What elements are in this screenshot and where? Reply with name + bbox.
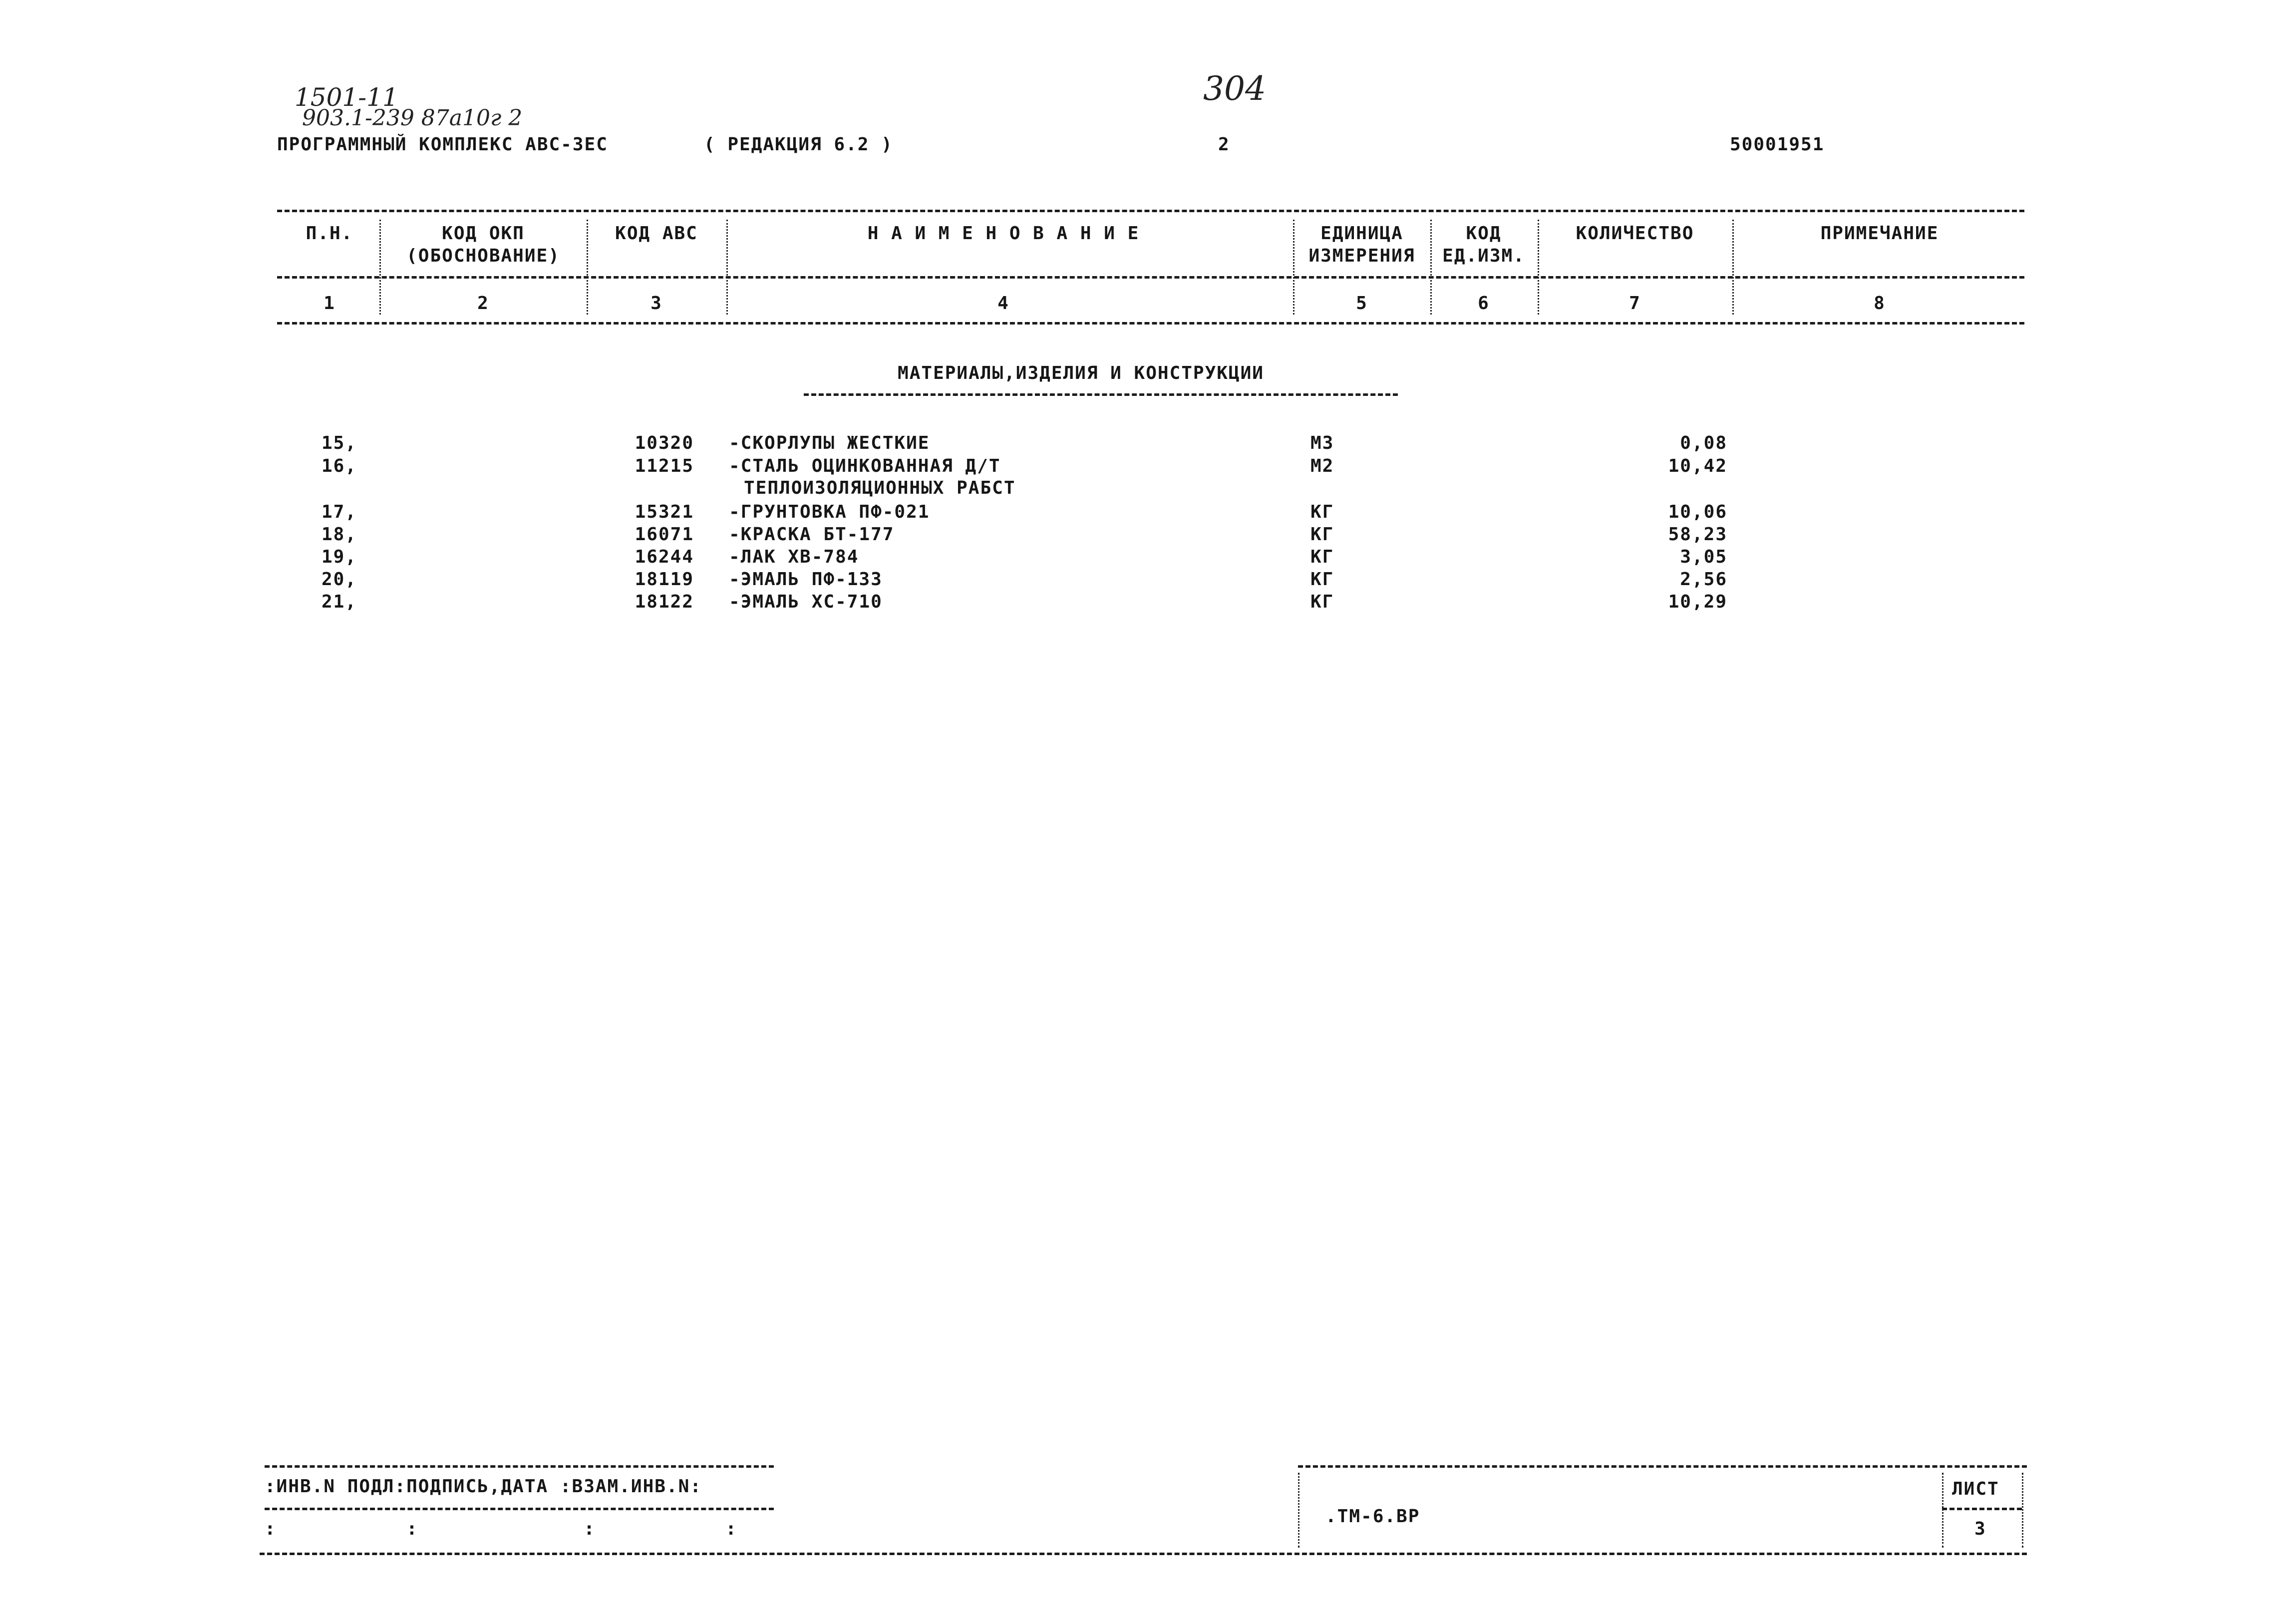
column-number: 8 — [1874, 293, 1886, 314]
column-number: 4 — [997, 293, 1009, 314]
row-abc-code: 16071 — [635, 524, 694, 545]
row-abc-code: 16244 — [635, 547, 694, 567]
row-abc-code: 18119 — [635, 569, 694, 590]
frame-right-divider — [1942, 1473, 1944, 1548]
row-number: 15, — [321, 433, 357, 453]
row-number: 16, — [321, 456, 357, 476]
stamp-middle-rule — [265, 1508, 774, 1510]
column-header-unit-code-sub: ЕД.ИЗМ. — [1442, 246, 1525, 266]
sheet-index: 2 — [1218, 134, 1230, 155]
program-name: ПРОГРАММНЫЙ КОМПЛЕКС АВС-3ЕС — [277, 134, 608, 155]
row-quantity: 10,06 — [1668, 502, 1727, 522]
row-quantity: 10,29 — [1668, 592, 1727, 612]
row-name: -СКОРЛУПЫ ЖЕСТКИЕ — [729, 433, 930, 453]
sheet-label: ЛИСТ — [1952, 1479, 1999, 1499]
handwritten-note-2: 903.1-239 87а10г 2 — [302, 105, 523, 131]
frame-right-border — [2022, 1473, 2023, 1548]
row-name: -ГРУНТОВКА ПФ-021 — [729, 502, 930, 522]
header-bottom-rule — [277, 276, 2024, 279]
frame-top-rule — [1298, 1465, 2027, 1468]
row-name-continued: ТЕПЛОИЗОЛЯЦИОННЫХ РАБСТ — [744, 478, 1016, 498]
row-number: 21, — [321, 592, 357, 612]
row-quantity: 58,23 — [1668, 524, 1727, 545]
row-quantity: 0,08 — [1680, 433, 1727, 453]
column-header-okp: КОД ОКП — [442, 223, 525, 244]
row-unit: КГ — [1310, 524, 1334, 545]
row-quantity: 10,42 — [1668, 456, 1727, 476]
frame-left-border — [1298, 1473, 1299, 1548]
stamp-top-rule — [265, 1465, 774, 1468]
row-abc-code: 11215 — [635, 456, 694, 476]
column-number: 1 — [324, 293, 335, 314]
row-name: -ЭМАЛЬ ХС-710 — [729, 592, 883, 612]
page-bottom-rule — [260, 1553, 2027, 1555]
column-divider — [1430, 220, 1432, 315]
column-header-unit: ЕДИНИЦА — [1320, 223, 1403, 244]
document-code: .ТМ-6.ВР — [1325, 1506, 1420, 1527]
row-quantity: 2,56 — [1680, 569, 1727, 590]
column-header-quantity: КОЛИЧЕСТВО — [1576, 223, 1694, 244]
column-divider — [379, 220, 381, 315]
handwritten-page-number: 304 — [1203, 69, 1266, 108]
column-divider — [726, 220, 728, 315]
edition-label: ( РЕДАКЦИЯ 6.2 ) — [704, 134, 893, 155]
row-unit: М3 — [1310, 433, 1334, 453]
column-number: 6 — [1478, 293, 1490, 314]
handwritten-note-1: 1501-11 — [295, 83, 398, 112]
column-header-name: Н А И М Е Н О В А Н И Е — [867, 223, 1140, 244]
column-header-pn: П.Н. — [306, 223, 353, 244]
section-title-underline — [804, 393, 1398, 396]
stamp-row: : : : : — [265, 1519, 737, 1539]
sheet-number: 3 — [1974, 1519, 1986, 1539]
row-abc-code: 15321 — [635, 502, 694, 522]
column-header-abc: КОД АВС — [615, 223, 698, 244]
row-number: 20, — [321, 569, 357, 590]
column-header-unit-sub: ИЗМЕРЕНИЯ — [1308, 246, 1415, 266]
row-name: -КРАСКА БТ-177 — [729, 524, 895, 545]
column-divider — [587, 220, 588, 315]
row-number: 19, — [321, 547, 357, 567]
column-number: 3 — [650, 293, 662, 314]
row-abc-code: 10320 — [635, 433, 694, 453]
column-number: 2 — [477, 293, 489, 314]
column-header-unit-code: КОД — [1466, 223, 1502, 244]
column-number: 7 — [1629, 293, 1641, 314]
column-header-note: ПРИМЕЧАНИЕ — [1820, 223, 1939, 244]
row-unit: М2 — [1310, 456, 1334, 476]
row-unit: КГ — [1310, 502, 1334, 522]
column-divider — [1538, 220, 1539, 315]
stamp-header: :ИНВ.N ПОДЛ:ПОДПИСЬ,ДАТА :ВЗАМ.ИНВ.N: — [265, 1476, 702, 1497]
row-number: 18, — [321, 524, 357, 545]
row-unit: КГ — [1310, 569, 1334, 590]
row-name: -СТАЛЬ ОЦИНКОВАННАЯ Д/Т — [729, 456, 1001, 476]
table-top-rule — [277, 210, 2024, 212]
column-divider — [1293, 220, 1295, 315]
section-title: МАТЕРИАЛЫ,ИЗДЕЛИЯ И КОНСТРУКЦИИ — [898, 363, 1264, 383]
row-name: -ЛАК ХВ-784 — [729, 547, 859, 567]
column-divider — [1732, 220, 1734, 315]
document-number: 50001951 — [1730, 134, 1825, 155]
numbers-bottom-rule — [277, 322, 2024, 325]
row-number: 17, — [321, 502, 357, 522]
sheet-divider-rule — [1942, 1508, 2022, 1510]
row-abc-code: 18122 — [635, 592, 694, 612]
row-quantity: 3,05 — [1680, 547, 1727, 567]
column-number: 5 — [1356, 293, 1368, 314]
row-unit: КГ — [1310, 547, 1334, 567]
row-name: -ЭМАЛЬ ПФ-133 — [729, 569, 883, 590]
column-header-okp-sub: (ОБОСНОВАНИЕ) — [406, 246, 560, 266]
row-unit: КГ — [1310, 592, 1334, 612]
